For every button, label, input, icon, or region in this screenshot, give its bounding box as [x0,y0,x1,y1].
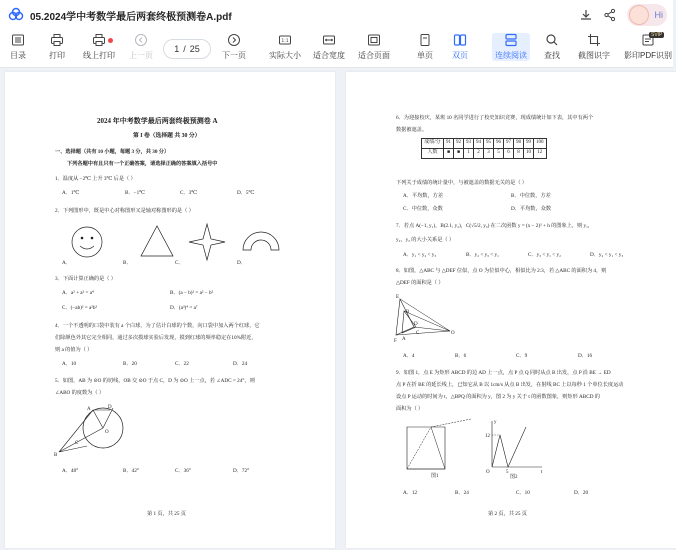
table-cell: 6 [504,149,514,159]
table-cell: 8 [514,149,524,159]
q9-figure-1 [401,417,476,479]
current-page[interactable]: 1 [174,44,180,54]
table-cell: 93 [464,139,474,149]
continuous-read-icon [504,33,518,47]
title-bar [0,0,673,30]
fit-page-label: 适合页面 [358,51,390,60]
question-4-line-1: 4．一个不透明的口袋中装有 a 个白球，为了估计白球的个数，向口袋中加入两个红球，它 [55,323,260,329]
q5-option-b: B．42° [123,468,139,474]
q3-option-b: B．(a − b)² = a² − b² [170,290,214,296]
question-7-line-1: 7．若点 A(−1, y₁)，B(2.1, y₂)，C(√5/2, y₃) 在二次函数 y = (x − 2)² + h 的图象上，则 y₁， [396,223,594,229]
search-button[interactable] [544,33,560,61]
q5-option-c: C．36° [175,468,191,474]
single-page-label: 单页 [417,51,433,60]
question-9-line-4: 面积为（ ） [396,406,424,412]
actual-size-label: 实际大小 [269,51,301,60]
q2-option-a: A． [62,260,71,266]
next-page-icon [227,33,241,47]
table-cell: 92 [454,139,464,149]
screenshot-ocr-button[interactable] [578,33,610,61]
q7-option-a: A．y₁ < y₂ < y₃ [403,252,437,258]
fig2-label-o: O [486,470,490,475]
single-page-button[interactable] [417,33,433,61]
continuous-read-label: 连续阅读 [495,51,527,60]
q8-label-c: C [416,331,420,336]
prev-page-label: 上一页 [129,51,153,60]
q4-option-c: C．22 [175,361,189,367]
scan-pdf-ocr-button[interactable] [624,33,672,61]
fig1-caption: 图1 [431,474,439,479]
page-footer: 第 2 页，共 25 页 [488,511,527,517]
table-cell: ■ [454,149,464,159]
table-cell: 95 [484,139,494,149]
page-footer: 第 1 页，共 25 页 [147,511,186,517]
question-5-line-1: 5．如图，AB 为 ⊙O 的切线，OB 交 ⊙O 于点 C，D 为 ⊙O 上一点，若 ∠ADC = 24°，则 [55,378,255,384]
toc-button[interactable] [10,33,26,61]
q2-option-d: D． [237,260,246,266]
table-cell: ■ [444,149,454,159]
q8-option-c: C．9 [516,353,528,359]
question-6-line-2: 数据被遮盖。 [396,127,428,133]
fig2-label-5: 5 [506,470,509,475]
online-printer-icon [92,33,106,47]
download-icon[interactable] [579,8,593,22]
double-page-label: 双页 [452,51,468,60]
q1-option-d: D．5℃ [237,190,255,196]
crop-icon [587,33,601,47]
fig-label-d: D [108,405,112,410]
fig2-caption: 图2 [510,475,518,480]
q7-option-d: D．y₂ < y₁ < y₃ [590,252,624,258]
fig2-label-y: y [494,420,497,425]
q6-option-a: A．平均数，方差 [403,193,444,199]
q2-option-c: C． [175,260,184,266]
table-cell: 12 [534,149,547,159]
q1-option-b: B．−1℃ [125,190,145,196]
svg-text:1:1: 1:1 [281,39,289,44]
question-9-line-3: 设点 P 运动的时间为 t，△BPQ 的面积为 y，图 2 为 y 关于 t 的函数图象，则矩形 ABCD 的 [396,394,600,400]
question-4-line-2: 们除颜色外其它完全相同，通过多次摸球实验后发现，摸到红球的频率稳定在10%附近， [55,335,257,341]
double-page-button[interactable] [452,33,468,61]
table-cell: 3 [484,149,494,159]
exam-title: 2024 年中考数学最后两套终极预测卷 A [97,117,218,125]
section-heading: 第 I 卷（选择题 共 30 分） [133,133,201,139]
q8-label-d: D [414,322,418,327]
q8-option-b: B．6 [455,353,467,359]
table-cell: 人数 [422,149,444,159]
single-page-icon [418,33,432,47]
page-separator: / [183,44,186,54]
table-cell: 100 [534,139,547,149]
avatar-image [629,5,649,25]
print-label: 打印 [49,51,65,60]
toolbar [0,30,673,68]
instruction-text: 下列各题中有且只有一个正确答案，请选择正确的答案填入括号中 [67,161,218,167]
screenshot-ocr-label: 截图识字 [578,51,610,60]
print-button[interactable] [49,33,65,61]
new-badge-dot [108,38,113,43]
fit-width-label: 适合宽度 [313,51,345,60]
question-6-line-1: 6．为迎接校庆，某班 10 名同学进行了校史知识竞赛，现成绩统计如下表，其中有两个 [396,115,594,121]
question-3: 3．下面计算正确的是（ ） [55,276,116,282]
pdf-page-2 [346,72,676,548]
q9-option-b: B．24 [455,490,469,496]
app-logo-icon [8,7,24,23]
table-cell: 94 [474,139,484,149]
share-icon[interactable] [603,8,617,22]
q1-option-a: A．1℃ [62,190,80,196]
q9-option-c: C．10 [516,490,530,496]
smiley-figure [72,227,102,257]
q5-option-d: D．72° [233,468,250,474]
star-figure [189,224,225,260]
question-1: 1．温度从 −2℃ 上升 3℃ 后是（ ） [55,176,136,182]
table-cell: 91 [444,139,454,149]
document-viewer[interactable] [0,68,673,550]
q9-option-d: D．20 [574,490,589,496]
q9-figure-2 [486,417,546,479]
table-cell: 98 [514,139,524,149]
q8-label-f: F [394,339,397,344]
page-indicator[interactable] [163,39,211,59]
q7-option-c: C．y₃ < y₁ < y₂ [528,252,561,258]
total-pages: 25 [189,44,200,54]
toc-label: 目录 [10,51,26,60]
arch-figure [243,232,279,250]
search-icon [545,33,559,47]
fit-width-icon [322,33,336,47]
user-avatar[interactable] [627,4,667,26]
prev-page-button[interactable] [129,33,153,61]
table-cell: 99 [524,139,534,149]
scan-pdf-ocr-label: 影印PDF识别 [624,51,672,60]
question-9-line-1: 9．如图 1，点 E 为矩形 ABCD 的边 AD 上一点，点 P 点 Q 同时从点 B 出发，点 P 沿 BE → ED [396,370,611,376]
search-label: 查找 [544,51,560,60]
q4-option-d: D．24 [233,361,248,367]
table-cell: 10 [524,149,534,159]
q5-option-a: A．48° [62,468,79,474]
svip-badge: SVIP [651,32,663,38]
question-9-line-2: 点 P 在折 BE 的延长线上，已知它从 B 以 1cm/s 从点 B 出发，在射线 BC 上以每秒 1 个单位长度运动 [396,382,624,388]
table-cell: 5 [494,149,504,159]
question-4-line-3: 则 a 的值为（ ） [55,347,93,353]
question-7-line-2: y₂，y₃ 的大小关系是（ ） [396,237,455,243]
fit-page-icon [367,33,381,47]
q5-circle-figure [53,402,133,458]
q4-option-b: B．20 [123,361,137,367]
q1-option-c: C．3℃ [180,190,198,196]
printer-icon [50,33,64,47]
q7-option-b: B．y₂ < y₃ < y₁ [466,252,499,258]
table-cell: 2 [474,149,484,159]
fig-label-c: C [75,441,79,446]
q4-option-a: A．10 [62,361,77,367]
section-label: 一、选择题（共有 10 小题，每题 3 分，共 30 分） [55,149,170,155]
fit-width-button[interactable] [313,33,345,61]
fig2-label-t: t [541,470,543,475]
q8-option-a: A．4 [403,353,415,359]
fig-label-a: A [87,407,91,412]
q8-label-e: E [396,295,400,300]
q2-option-b: B． [123,260,132,266]
table-cell: 96 [494,139,504,149]
double-page-icon [453,33,467,47]
q3-option-d: D．(a³)⁴ = a⁷ [170,305,198,311]
fit-page-button[interactable] [358,33,390,61]
table-row [422,149,547,159]
fig-label-o: O [105,430,109,435]
triangle-figure [141,226,173,256]
question-5-line-2: ∠ABO 的度数为（ ） [55,390,105,396]
q8-label-o: O [451,331,455,336]
table-cell: 1 [464,149,474,159]
score-table [421,138,547,159]
document-title: 05.2024学中考数学最后两套终极预测卷A.pdf [30,11,232,23]
q6-option-b: B．中位数，方差 [511,193,551,199]
q2-figures [65,220,315,262]
q9-option-a: A．12 [403,490,418,496]
q8-similar-triangles-figure [394,291,456,343]
q3-option-c: C．(−ab)² = a²b² [62,305,98,311]
table-header-row [422,139,547,149]
table-cell: 成绩/分 [422,139,444,149]
next-page-button[interactable] [222,33,246,61]
online-print-label: 线上打印 [83,51,115,60]
q6-option-d: D．平均数，众数 [511,206,552,212]
q3-option-a: A．a² + a² = a⁴ [62,290,94,296]
q8-label-a: A [402,337,406,342]
prev-page-icon [134,33,148,47]
q8-option-d: D．16 [578,353,593,359]
q8-label-b: B [406,310,410,315]
toc-icon [11,33,25,47]
q6-question: 下列关于成绩的统计量中，与被遮盖的数据无关的是（ ） [396,180,527,186]
continuous-read-button[interactable] [492,33,530,61]
question-2: 2．下列图形中，既是中心对称图形又是轴对称图形的是（ ） [55,208,194,214]
user-greeting: Hi [654,10,663,20]
fig2-label-12: 12 [485,434,490,439]
fig-label-b: B [54,453,58,458]
next-page-label: 下一页 [222,51,246,60]
q6-option-c: C．中位数，众数 [403,206,443,212]
actual-size-icon [278,33,292,47]
actual-size-button[interactable] [269,33,301,61]
pdf-page-1 [5,72,335,548]
table-cell: 97 [504,139,514,149]
question-8-line-2: △DEF 的面积是（ ） [396,280,444,286]
question-8-line-1: 8．如图，△ABC 与 △DEF 位似，点 O 为位似中心，相似比为 2:3，若 △ABC 的面积为 4，则 [396,268,607,274]
